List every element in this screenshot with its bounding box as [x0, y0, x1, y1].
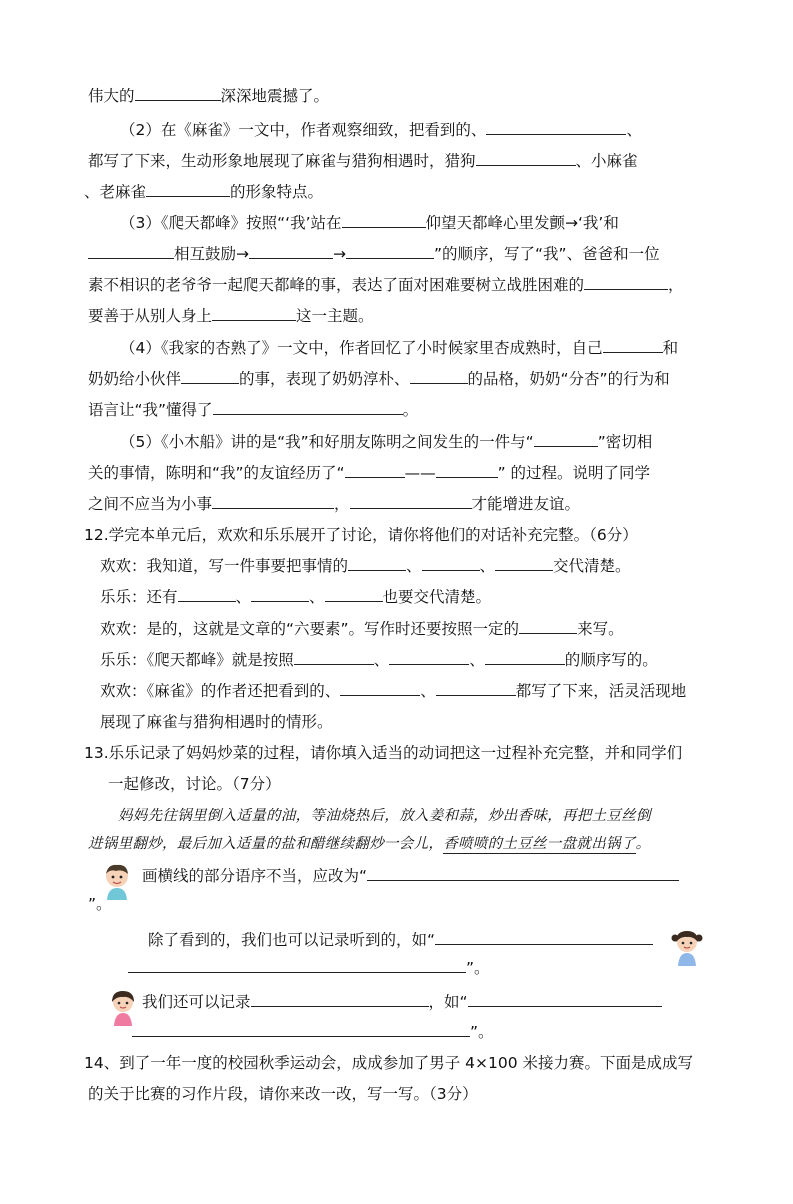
- text-line-7: [88, 275, 684, 295]
- blank[interactable]: [422, 556, 480, 571]
- blank[interactable]: [584, 275, 668, 290]
- answer-blank[interactable]: [132, 1022, 470, 1037]
- speech-line-3: [142, 992, 662, 1012]
- blank[interactable]: [340, 681, 420, 696]
- text-fragment: 、: [479, 557, 496, 575]
- text-fragment: 、: [235, 588, 252, 606]
- text-fragment: 除了看到的，我们也可以记录听到的，如“: [148, 931, 436, 949]
- text-fragment: 、: [420, 682, 436, 700]
- text-fragment: 乐乐：还有: [100, 588, 178, 606]
- blank[interactable]: [350, 494, 472, 509]
- text-fragment: 、: [309, 588, 325, 606]
- text-fragment: （3）《爬天都峰》按照“‘我’站在: [120, 214, 342, 232]
- speech-line-1-end: ”。: [88, 895, 112, 913]
- text-fragment: 的顺序写的。: [564, 651, 658, 669]
- dialog-line-5: [100, 681, 686, 701]
- dialog-line-2: [100, 587, 491, 607]
- text-fragment: 进锅里翻炒，最后加入适量的盐和醋继续翻炒一会儿，: [88, 836, 444, 852]
- text-fragment: ，如“: [428, 993, 468, 1011]
- handwritten-line-1: 妈妈先往锅里倒入适量的油，等油烧热后，放入姜和蒜，炒出香味，再把土豆丝倒: [118, 808, 651, 824]
- text-fragment: 的品格，奶奶“分杏”的行为和: [467, 370, 670, 388]
- text-fragment: 。: [635, 836, 651, 852]
- answer-blank[interactable]: [128, 958, 466, 973]
- blank[interactable]: [146, 182, 230, 197]
- blank[interactable]: [251, 587, 309, 602]
- text-fragment: 画横线的部分语序不当，应改为“: [142, 867, 368, 885]
- text-fragment: 才能增进友谊。: [471, 495, 581, 513]
- blank[interactable]: [348, 556, 406, 571]
- text-fragment: 的事，表现了奶奶淳朴、: [239, 370, 410, 388]
- text-line-8: [88, 306, 374, 326]
- text-fragment: ，: [668, 276, 684, 294]
- text-fragment: 都写了下来，活灵活现地: [515, 682, 687, 700]
- text-fragment: 深深地震撼了。: [220, 87, 330, 105]
- text-fragment: 奶奶给小伙伴: [88, 370, 182, 388]
- dialog-line-3: [100, 619, 624, 639]
- text-fragment: 和: [662, 339, 679, 357]
- text-fragment: 、: [406, 557, 422, 575]
- text-fragment: 、老麻雀: [84, 183, 147, 201]
- blank[interactable]: [486, 120, 626, 135]
- blank[interactable]: [342, 213, 426, 228]
- text-line-11: [88, 400, 418, 420]
- text-line-14: [88, 494, 580, 514]
- blank[interactable]: [436, 681, 516, 696]
- question-14-title-cont: 的关于比赛的习作片段，请你来改一改，写一写。（3分）: [88, 1085, 478, 1103]
- text-fragment: （4）《我家的杏熟了》一文中，作者回忆了小时候家里杏成熟时，自己: [120, 339, 603, 357]
- blank[interactable]: [181, 369, 239, 384]
- girl-avatar-icon: [670, 928, 704, 968]
- question-14-title: 14、到了一年一度的校园秋季运动会，成成参加了男子 4×100 米接力赛。下面是成成写: [84, 1054, 694, 1072]
- text-line-12: [120, 432, 652, 452]
- question-13-title-cont: 一起修改，讨论。（7分）: [108, 775, 281, 793]
- text-fragment: 我们还可以记录: [142, 993, 251, 1011]
- blank[interactable]: [603, 338, 663, 353]
- text-fragment: 语言让“我”懂得了: [88, 401, 213, 419]
- text-fragment: 欢欢：《麻雀》的作者还把看到的、: [100, 682, 341, 700]
- text-fragment: 、: [373, 651, 390, 669]
- blank[interactable]: [410, 369, 468, 384]
- text-fragment: 、小麻雀: [575, 152, 638, 170]
- blank[interactable]: [212, 494, 334, 509]
- text-line-5: [120, 213, 619, 233]
- text-fragment: 素不相识的老爷爷一起爬天都峰的事，表达了面对困难要树立战胜困难的: [88, 276, 585, 294]
- text-fragment: 的形象特点。: [230, 183, 324, 201]
- text-fragment: →: [333, 245, 346, 263]
- text-fragment: 也要交代清楚。: [382, 588, 492, 606]
- text-fragment: 之间不应当为小事: [88, 495, 213, 513]
- text-fragment: （2）在《麻雀》一文中，作者观察细致，把看到的、: [120, 121, 487, 139]
- blank[interactable]: [212, 306, 296, 321]
- blank[interactable]: [534, 432, 598, 447]
- blank[interactable]: [249, 244, 333, 259]
- answer-blank[interactable]: [435, 930, 653, 945]
- text-line-9: [120, 338, 678, 358]
- speech-line-2: [148, 930, 653, 950]
- answer-blank[interactable]: [468, 992, 662, 1007]
- dialog-line-4: [100, 650, 658, 670]
- blank[interactable]: [519, 619, 577, 634]
- blank[interactable]: [345, 463, 405, 478]
- blank[interactable]: [436, 463, 498, 478]
- answer-blank[interactable]: [251, 992, 429, 1007]
- text-fragment: 交代清楚。: [553, 557, 631, 575]
- blank[interactable]: [346, 244, 434, 259]
- dialog-line-1: [100, 556, 631, 576]
- text-fragment: 相互鼓励→: [174, 245, 249, 263]
- blank[interactable]: [325, 587, 383, 602]
- question-12-title: 12.学完本单元后，欢欢和乐乐展开了讨论，请你将他们的对话补充完整。（6分）: [84, 526, 638, 544]
- text-fragment: 这一主题。: [296, 307, 374, 325]
- text-fragment: ”密切相: [597, 433, 653, 451]
- text-fragment: ” 的过程。说明了同学: [497, 464, 651, 482]
- speech-line-3-cont: [132, 1022, 494, 1042]
- blank[interactable]: [389, 650, 469, 665]
- speech-line-1: [142, 866, 679, 886]
- text-fragment: 、: [626, 121, 642, 139]
- text-fragment: ”。: [470, 1023, 494, 1041]
- text-fragment: 仰望天都峰心里发颤→‘我’和: [425, 214, 619, 232]
- text-fragment: 关的事情，陈明和“我”的友谊经历了“: [88, 464, 345, 482]
- text-fragment: ”的顺序，写了“我”、爸爸和一位: [434, 245, 660, 263]
- text-line-4: [84, 182, 323, 202]
- text-line-6: [88, 244, 660, 264]
- question-13-title: 13.乐乐记录了妈妈炒菜的过程，请你填入适当的动词把这一过程补充完整，并和同学们: [84, 744, 683, 762]
- underlined-phrase: 香喷喷的土豆丝一盘就出锅了: [443, 836, 636, 852]
- text-fragment: 要善于从别人身上: [88, 307, 213, 325]
- text-fragment: ”。: [466, 959, 490, 977]
- text-fragment: ——: [404, 464, 436, 482]
- text-fragment: ，: [334, 495, 350, 513]
- text-fragment: （5）《小木船》讲的是“我”和好朋友陈明之间发生的一件与“: [120, 433, 534, 451]
- text-fragment: 欢欢：我知道，写一件事要把事情的: [100, 557, 349, 575]
- blank[interactable]: [485, 650, 565, 665]
- blank[interactable]: [213, 400, 403, 415]
- handwritten-line-2: [88, 834, 650, 854]
- blank[interactable]: [88, 244, 174, 259]
- text-fragment: 来写。: [577, 620, 624, 638]
- text-fragment: 都写了下来，生动形象地展现了麻雀与猎狗相遇时，猎狗: [88, 152, 476, 170]
- text-line-13: [88, 463, 650, 483]
- blank[interactable]: [476, 151, 576, 166]
- text-fragment: 伟大的: [88, 87, 135, 105]
- blank[interactable]: [135, 86, 221, 101]
- answer-blank[interactable]: [367, 866, 679, 881]
- text-fragment: 乐乐：《爬天都峰》就是按照: [100, 651, 294, 669]
- text-line-3: [88, 151, 638, 171]
- blank[interactable]: [178, 587, 236, 602]
- speech-line-2-cont: [128, 958, 490, 978]
- blank[interactable]: [495, 556, 553, 571]
- text-line-2: [120, 120, 642, 140]
- text-fragment: 。: [402, 401, 419, 419]
- text-fragment: 、: [469, 651, 485, 669]
- text-fragment: 欢欢：是的，这就是文章的“六要素”。写作时还要按照一定的: [100, 620, 520, 638]
- text-line-1: [88, 86, 329, 106]
- blank[interactable]: [294, 650, 374, 665]
- text-line-10: [88, 369, 670, 389]
- dialog-line-6: 展现了麻雀与猎狗相遇时的情形。: [100, 713, 333, 731]
